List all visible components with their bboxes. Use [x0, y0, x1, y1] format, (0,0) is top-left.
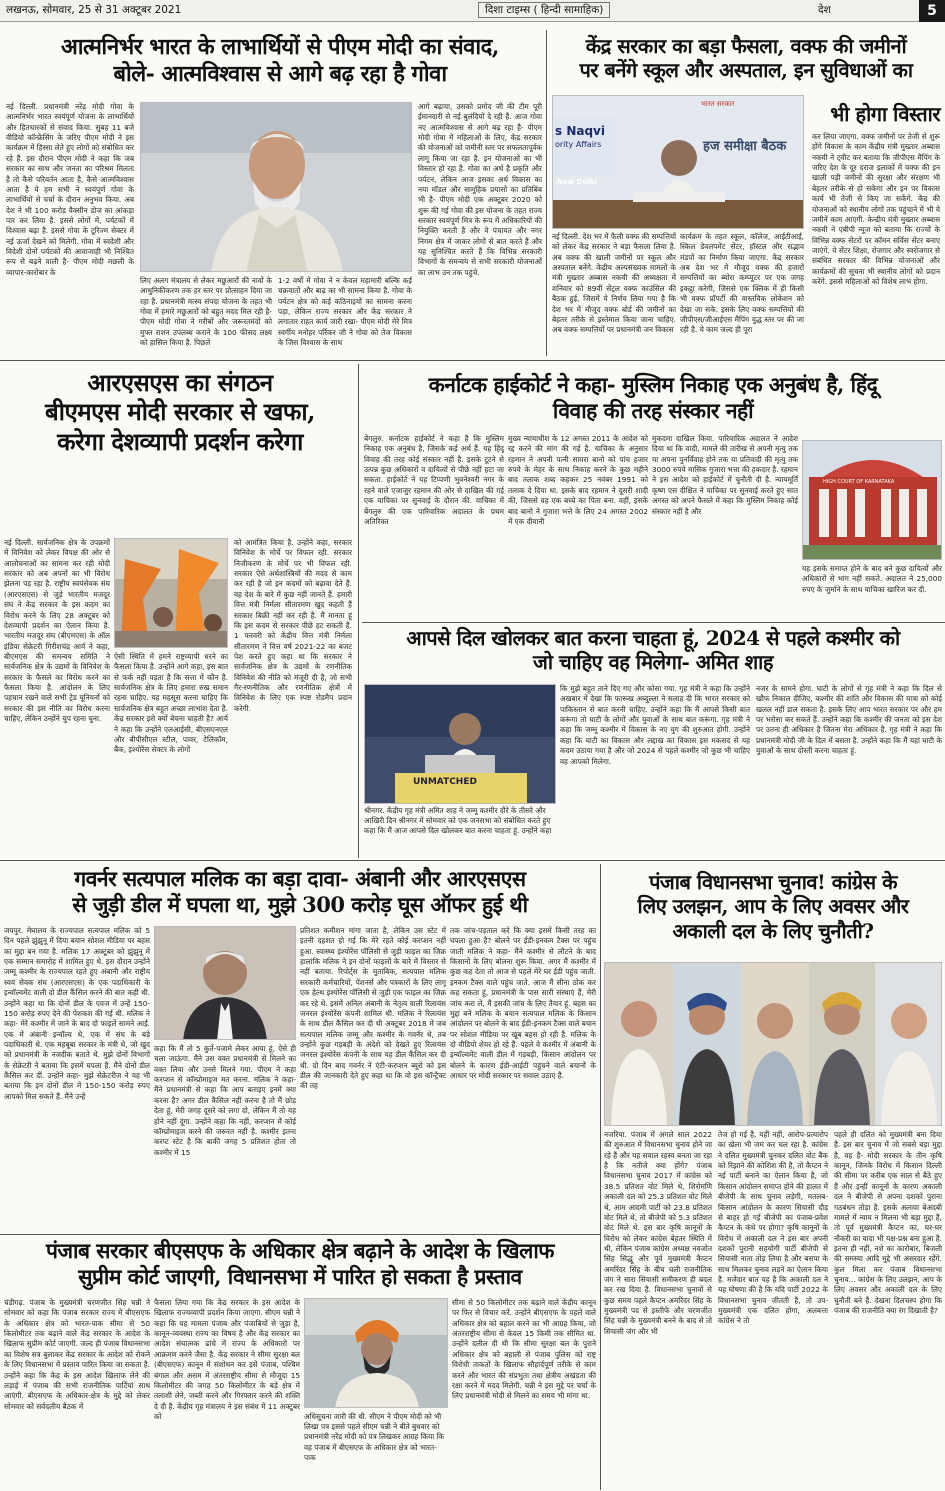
- story8-headline-line2: सुप्रीम कोर्ट जाएगी, विधानसभा में पारित हो सकता है प्रस्ताव: [78, 1263, 522, 1289]
- story4-headline: [364, 372, 942, 423]
- story3-col1: नई दिल्ली. सार्वजनिक क्षेत्र के उपक्रमों में विनिवेश को लेकर विपक्ष की ओर से आलोचनाओं का सामना कर रही मोदी सरकार को अब अपनों का भी विरोध झेलना पड़ रहा है. राष्ट्रीय स्वयंसेवक संघ (आरएसएस) से जुड़े भारतीय मजदूर संघ ने केंद्र सरकार के इस कदम का विरोध करने के लिए 28 अक्टूबर को देशव्यापी प्रदर्शन का ऐलान किया है. भारतीय मजदूर संघ (बीएमएस) के ऑल इंडिया सेक्रेटरी गिरीशचंद्र आर्य ने कहा, बीएमएस की समन्वय समिति ने सार्वजनिक क्षेत्र के उद्यमों के विनिवेश के सरकार के फैसले का विरोध करने का फैसला किया है. आंदोलन के लिए पहचान रखने वाले सभी ट्रेड यूनियनों को सरकार की इस नीति का विरोध करना चाहिए, लेकिन उन्होंने चुप रहना चुना.: [4, 538, 110, 724]
- masthead-strip: [0, 0, 945, 22]
- story1-photo-modi: [140, 102, 412, 272]
- story7-headline-line1: पंजाब विधानसभा चुनाव! कांग्रेस के: [649, 870, 897, 894]
- story3-headline: [4, 368, 356, 456]
- date-line: लखनऊ, सोमवार, 25 से 31 अक्टूबर 2021: [6, 4, 182, 16]
- section-divider: [362, 622, 945, 623]
- story3-headline-line2: बीएमएस मोदी सरकार से खफा,: [45, 397, 315, 427]
- section-divider: [0, 860, 945, 861]
- story3-photo-protest: [114, 538, 228, 648]
- story1-headline: [20, 34, 540, 88]
- story2-col2: कार्यक्रम के तहत स्कूल, कॉलेज, आईटीआई, स्किल डेवलपमेंट सेंटर, हॉस्टल और सद्भाव मंडपों का निर्माण किया जाएगा. केंद्र सरकार अब देश भर में मौजूद वक्फ की हजारों सम्पत्तियों का ब्योरा कम्प्यूटर पर एक जगह इकट्ठा करेगी, जिससे एक क्लिक में ही किसी भी वक्फ प्रॉपर्टी की वास्तविक लोकेशन को देखा जा सके. इसके लिए वक्फ सम्पत्तियों की जीपीएस/जीआईएस मैपिंग युद्ध स्तर पर की जा रही है. ये काम जल्द ही पूरा: [680, 232, 804, 335]
- story8-photo-channi: [304, 1298, 448, 1408]
- story6-col2: कहा कि मैं तो 5 कुर्ते-पजामे लेकर आया हूं, ऐसे ही चला जाऊंगा. मैंने उस वक्त प्रधानमंत्री से मिलने का वक्त लिया और उनसे मिलने गया. पीएम ने कहा करप्शन से कॉम्प्रोमाइज मत करना. मलिक ने कहा- मैंने प्रधानमंत्री से कहा कि आप बताइए इनमें क्या करना है? अगर डील कैंसिल नहीं करना है तो मैं छोड़ देता हूं, मेरी जगह दूसरे को लगा दो, लेकिन मैं तो यह होने नहीं दूंगा. उन्होंने कहा कि नहीं, करप्शन में कोई कॉम्प्रोमाइज करने की जरूरत नहीं है. कश्मीर इतना करप्ट स्टेट है कि बाकी जगह 5 प्रतिशत होता तो कश्मीर में 15: [154, 1044, 296, 1157]
- story8-headline-line1: पंजाब सरकार बीएसएफ के अधिकार क्षेत्र बढ़ाने के आदेश के खिलाफ: [46, 1238, 554, 1263]
- story4-col4: यह इसके समाप्त होने के बाद बने कुछ दायित्वों और अधिकारों से भाग नहीं सकते. अदालत ने 25,000 रुपए के जुर्माने के साथ याचिका खारिज कर दी.: [802, 564, 942, 594]
- story3-col2: ऐसी स्थिति में हमने राष्ट्रव्यापी धरने का फैसला किया है. उन्होंने आगे कहा, इस बात से फर्क नहीं पड़ता है कि सत्ता में कौन है. सार्वजनिक क्षेत्र के लिए हमारा रुख समान रहना चाहिए. यह महसूस करना चाहिए कि सार्वजनिक क्षेत्र बहुत अच्छा लाभांश देता है. केंद्र सरकार इसे क्यों बेचना चाहती है? आर्य ने कहा कि उन्होंने एलआईसी, बीएसएनएल और बीपीसीएल स्टील, पावर, टेलिकॉम, बैंक, इंश्योरेंस सेक्टर के लोगों: [114, 652, 228, 755]
- story8-headline: [4, 1238, 596, 1289]
- story4-headline-line2: विवाह की तरह संस्कार नहीं: [552, 397, 754, 423]
- story7-headline-line2: लिए उलझन, आप के लिए अवसर और: [637, 894, 909, 919]
- photo-place-text: New Delhi: [557, 178, 597, 186]
- story6-photo-satyapal-malik: [154, 926, 296, 1040]
- column-divider: [546, 30, 547, 356]
- story3-col3: को आमंत्रित किया है. उन्होंने कहा, सरकार विनिवेश के मोर्चे पर विफल रही. सरकार निजीकरण के मोर्चे पर भी विफल रही. सरकार ऐसे अर्थशास्त्रियों की मदद से काम कर रही है जो इन कदमों को बढ़ावा देते हैं. वह देश के बारे में कुछ नहीं जानते हैं. हमारी वित्त मंत्री निर्मला सीतारमण खुद कहती हैं सरकार बिक्री नहीं कर रही है. मैं मानता हूं कि इस कदम से सरकार पीछे हट सकती है. 1 फरवरी को केंद्रीय वित्त मंत्री निर्मला सीतारमण ने वित्त वर्ष 2021-22 का बजट पेश करते हुए कहा था कि सरकार ने सार्वजनिक क्षेत्र के उद्यमों के रणनीतिक विनिवेश की नीति को मंजूरी दी है, जो सभी गैर-रणनीतिक और रणनीतिक क्षेत्रों में विनिवेश के लिए एक स्पष्ट रोडमैप प्रदान करेगी.: [234, 538, 352, 713]
- story6-col3: प्रतिशत कमीशन मांगा जाता है, लेकिन उस स्टेट में इतनी दहशत हो गई कि मेरे रहते कोई करप्शन नहीं हुआ. स्वास्थ्य इंश्योरेंस पॉलिसी से जुड़ी फाइल का जिक्र हालांकि मलिक ने इन दोनों फाइलों के बारे में विस्तार से नहीं बताया. रिपोर्ट्स के मुताबिक, सत्यपाल मलिक सरकारी कर्मचारियों, पेंशनर्स और पत्रकारों के लिए लागू एक हेल्थ इंश्योरेंस पॉलिसी से जुड़ी एक फाइल का जिक्र कर रहे थे. इसमें अनिल अंबानी के नेतृत्व वाली रिलायंस जनरल इंश्योरेंस कंपनी शामिल थी. मलिक ने रिलायंस के साथ डील कैंसिल कर दी थी अक्टूबर 2018 में जब सत्यपाल मलिक जम्मू और कश्मीर के गवर्नर थे, तब उन्होंने कुछ गड़बड़ी के अंदेशे को देखते हुए रिलायंस जनरल इंश्योरेंस कंपनी के साथ यह डील कैंसिल कर दी थी. दो दिन बाद गवर्नर ने एंटी-करप्शन ब्यूरो को इस डील की जानकारी देते हुए कहा था कि वो इस कॉन्ट्रैक्ट की तह: [300, 926, 446, 1091]
- story8-col2: फैसला लिया गया कि केंद्र सरकार के इस आदेश के खिलाफ राज्यव्यापी प्रदर्शन किया जाएगा. सीएम चन्नी ने कहा कि यह मामला पंजाब और पंजाबियों से जुड़ा है, कानून-व्यवस्था राज्य का विषय है और केंद्र सरकार का आदेश संघात्मक ढांचे में राज्य के अधिकारों पर आक्रमण करने जैसा है. केंद्र सरकार ने सीमा सुरक्षा बल (बीएसएफ) कानून में संशोधन कर इसे पंजाब, पश्चिम बंगाल और असम में अंतरराष्ट्रीय सीमा से मौजूदा 15 किलोमीटर की जगह 50 किलोमीटर के बड़े क्षेत्र में तलाशी लेने, जब्ती करने और गिरफ्तार करने की शक्ति दे दी है. केंद्रीय गृह मंत्रालय ने इस संबंध में 11 अक्टूबर को: [154, 1298, 300, 1421]
- story7-col1: नजरिया. पंजाब में अगले साल 2022 की शुरुआत में विधानसभा चुनाव होने जा रहे हैं और यह सवाल रहस्य बनता जा रहा है कि नतीजे क्या होंगे? पंजाब विधानसभा चुनाव 2017 में कांग्रेस को 38.5 प्रतिशत वोट मिले थे, शिरोमणि अकाली दल को 25.3 प्रतिशत वोट मिले थे, आम आदमी पार्टी को 23.8 प्रतिशत वोट मिले थे, तो बीजेपी को 5.3 प्रतिशत वोट मिले थे. इस बार कृषि कानूनों के विरोध को लेकर कांग्रेस बेहतर स्थिति में थी, लेकिन पंजाब कांग्रेस अध्यक्ष नवजोत सिंह सिद्धू और पूर्व मुख्यमंत्री कैप्टन अमरिंदर सिंह के बीच चली राजनीतिक जंग ने सारा सियासी समीकरण ही बदल कर रख दिया है. विधानसभा चुनावों से कुछ समय पहले कैप्टन अमरिंदर सिंह के मुख्यमंत्री पद से इस्तीफे और चरणजीत सिंह चन्नी के मुख्यमंत्री बनने के बाद से तो सियासी जंग और भी: [604, 1130, 712, 1336]
- story8-photo-caption: अधिसूचना जारी की थी. सीएम ने पीएम मोदी को भी लिखा पत्र इससे पहले सीएम चन्नी ने बीते बुधवार को प्रधानमंत्री नरेंद्र मोदी को पत्र लिखकर आग्रह किया कि वह पंजाब में बीएसएफ के अधिकार क्षेत्र को भारत-पाक: [304, 1412, 444, 1462]
- story1-headline-line2: बोले- आत्मविश्वास से आगे बढ़ रहा है गोवा: [113, 60, 447, 87]
- story5-headline-line2: जो चाहिए वह मिलेगा- अमित शाह: [533, 650, 773, 675]
- photo-text-govt: भारत सरकार: [701, 100, 735, 108]
- story4-headline-line1: कर्नाटक हाईकोर्ट ने कहा- मुस्लिम निकाह एक अनुबंध है, हिंदू: [428, 372, 878, 397]
- court-name-sign: HIGH COURT OF KARNATAKA: [823, 479, 895, 485]
- story8-col1: चंडीगढ़. पंजाब के मुख्यमंत्री चरणजीत सिंह चन्नी ने सोमवार को कहा कि पंजाब सरकार राज्य में बीएसएफ के अधिकार क्षेत्र को भारत-पाक सीमा से 50 किलोमीटर तक बढ़ाने वाले केंद्र सरकार के आदेश के खिलाफ सुप्रीम कोर्ट जाएगी. जल्द ही पंजाब विधानसभा का विशेष सत्र बुलाकर केंद्र सरकार के आदेश को रोकने के लिए विधानसभा में प्रस्ताव पारित किया जा सकता है. उन्होंने कहा कि केंद्र के इस आदेश खिलाफ लेने की लड़ाई में पंजाब की सभी राजनीतिक पार्टियां साथ आएंगी. बीएसएफ के अधिकार-क्षेत्र के मुद्दे को लेकर सोमवार को सर्वदलीय बैठक में: [4, 1298, 150, 1411]
- section-divider: [0, 360, 945, 361]
- story5-photo-amit-shah: [364, 684, 556, 804]
- story4-photo-high-court: [802, 440, 942, 560]
- story1-col4: आगे बढ़ाया, उसको प्रमोद जी की टीम पूरी ईमानदारी से नई बुलंदियों दे रही हैं. आज गोवा नए आत्मविश्वास से आगे बढ़ रहा है- पीएम मोदी गोवा में महिलाओं के लिए, केंद्र सरकार की योजनाओं को जमीनी स्तर पर सफलतापूर्वक लागू किया जा रहा है. इन योजनाओं का भी विस्तार हो रहा है. गोवा का अर्थ है प्रकृति और पर्यटन, लेकिन आज इसका अर्थ विकास का नया मॉडल और सामूहिक प्रयासों का प्रतिबिंब भी है- पीएम मोदी एक अक्टूबर 2020 को शुरू की गई गोवा की इस योजना के तहत राज्य सरकार स्वयंपूर्ण मित्र के रूप में अधिकारियों की नियुक्ति करती है और वे पंचायत और नगर निगम क्षेत्र में जाकर लोगों से बात करते हैं और यह सुनिश्चित करते हैं कि विभिन्न सरकारी विभागों के समन्वय से सभी सरकारी योजनाओं का लाभ उन तक पहुंचे.: [418, 102, 542, 277]
- story7-col3: पहले ही दलित को मुख्यमंत्री बना दिया है. इस बार चुनाव में जो सबसे बड़ा मुद्दा है, वह है- मोदी सरकार के तीन कृषि कानून, जिनके विरोध में किसान दिल्ली की सीमा पर करीब एक साल से बैठे हुए हैं और इन्हीं कानूनों के कारण अकाली दल ने बीजेपी से अपना दशकों पुराना गठबंधन तोड़ा है. इसके अलावा बेअदबी मामले में न्याय न मिलना भी बड़ा मुद्दा है, तो पूर्व मुख्यमंत्री कैप्टन का, घर-घर नौकरी का वादा भी यक्ष-प्रश्न बना हुआ है. इतना ही नहीं, नशे का कारोबार, बिजली की समस्या आदि मुद्दे भी असरदार रहेंगे. कुल मिला कर पंजाब विधानसभा चुनाव... कांग्रेस के लिए उलझन, आप के लिए अवसर और अकाली दल के लिए चुनौती बने हैं. देखना दिलचस्प होगा कि पंजाब की राजनीति क्या रंग दिखाती है?: [834, 1130, 942, 1316]
- story1-col2: लिए अलग मंत्रालय से लेकर मछुआरों की नावों के आधुनिकीकरण तक हर स्तर पर प्रोत्साहन दिया जा रहा है. प्रधानमंत्री मत्स्य संपदा योजना के तहत भी गोवा में हमारे मछुआरों को बहुत मदद मिल रही है- पीएम मोदी गोवा ने गरीबों और जरूरतमंदों को मुफ्त राशन उपलब्ध कराने के 100 फीसद लक्ष्य को हासिल किया है. पिछले: [140, 276, 272, 348]
- story7-headline: [604, 870, 942, 943]
- story2-photo-meeting: [552, 95, 804, 229]
- page-number: 5: [919, 0, 945, 22]
- photo-sub-text: ority Affairs: [555, 140, 602, 149]
- story7-photo-leaders: [604, 962, 942, 1126]
- story3-headline-line1: आरएसएस का संगठन: [87, 368, 273, 397]
- story6-headline-line1: गवर्नर सत्यपाल मलिक का बड़ा दावा- अंबानी और आरएसएस: [74, 866, 526, 891]
- story1-headline-line1: आत्मनिर्भर भारत के लाभार्थियों से पीएम मोदी का संवाद,: [61, 34, 499, 60]
- column-divider: [358, 364, 359, 858]
- story4-col3: मुकदमा दाखिल किया. पारिवारिक अदालत ने आदेश दिया था कि वादी, मामले की तारीख से अपनी मृत्यु तक या अपना पुनर्विवाह होने तक या प्रतिवादी की मृत्यु तक 3000 रुपये मासिक गुजारा भत्ता की हकदार है. रहमान ने इस आदेश को हाईकोर्ट में चुनौती दी है. न्यायमूर्ति कृष्ण एस दीक्षित ने याचिका पर सुनवाई करते हुए सात अगस्त को अपने फैसले में कहा कि मुस्लिम निकाह कोई संस्कार नहीं है और: [652, 434, 798, 516]
- story7-headline-line3: अकाली दल के लिए चुनौती?: [672, 918, 874, 943]
- story1-col1: नई दिल्ली. प्रधानमंत्री नरेंद्र मोदी गोवा के आत्मनिर्भर भारत स्वयंपूर्ण योजना के लाभार्थियों और हितधारकों से संवाद किया. सुबह 11 बजे वीडियो कॉन्फ्रेंसिंग के जरिए पीएम मोदी ने इस कार्यक्रम में हिस्सा लेते हुए लोगों को संबोधित कर रहे हैं. इस दौरान पीएम मोदी ने कहा कि जब सरकार का साथ और जनता का परिश्रम मिलता है तो कैसे परिवर्तन आता है, कैसे आत्मविश्वास आता है ये हम सभी ने स्वयंपूर्ण गोवा के लाभार्थियों से चर्चा के दौरान अनुभव किया. अब देश ने भी 100 करोड़ वैक्सीन डोज का आंकड़ा पार कर लिया है. इससे लोगों में, पर्यटकों में विश्वास बढ़ा है. इससे गोवा के टूरिज्म सेक्टर में नई ऊर्जा देखने को मिलेगी. गोवा में स्वदेशी और विदेशी दोनों पर्यटकों की आवाजाही भी निश्चित रूप से बढ़ने वाली है- पीएम मोदी मछली के व्यापार-कारोबार के: [6, 102, 134, 277]
- story1-col3: 1-2 वर्षों में गोवा ने न केवल महामारी बल्कि कई चक्रवातों और बाढ़ का भी सामना किया है. गोवा के पर्यटन क्षेत्र को कई कठिनाइयों का सामना करना पड़ा, लेकिन राज्य सरकार और केंद्र सरकार ने लगातार राहत कार्य जारी रखा- पीएम मोदी मेरे मित्र स्वर्गीय मनोहर पर्रिकर जी ने गोवा को तेज विकास के जिस विश्वास के साथ: [278, 276, 412, 348]
- story2-headline-line3: भी होगा विस्तार: [830, 102, 940, 126]
- story6-col4: तक जांच-पड़ताल करे कि क्या इसमें किसी तरह का घपला हुआ है? बोलने पर ईडी-इनकम टैक्स पर पहुंच जाती मलिक ने कहा- मैंने कश्मीर से लौटने के बाद किसानों के लिए बोलना शुरू किया. अगर मैं कश्मीर में कुछ कह देता तो आज से पहले मेरे घर ईडी पहुंच जाती. इनकम टैक्स वाले पहुंच जाते. आज मैं सीना ठोक कर कह सकता हूं, प्रधानमंत्री के पास सारी संस्थाएं हैं, मेरी जांच करा लें, मैं इसकी जांच के लिए तैयार हूं. बहस का मुद्दा बने मलिक के बयान सत्यपाल मलिक के किसान आंदोलन पर बोलने के बाद ईडी-इनकम टैक्स वाले बयान पर सोशल मीडिया पर खूब बहस हो रही है. मलिक के दो वीडियो शेयर हो रहे हैं. पहले वे कश्मीर में अंबानी के इन्वॉल्वमेंट वाली डील में गड़बड़ी, किसान आंदोलन पर बोलने के कारण ईडी-आईटी पहुंचने वाले बयानों के आधार पर मोदी सरकार पर सवाल उठाए हैं.: [450, 926, 596, 1081]
- story7-col2: तेज हो गई है, यहीं नहीं, आरोप-प्रत्यारोप का खेला भी जम कर चल रहा है. कांग्रेस ने दलित मुख्यमंत्री चुनकर दलित वोट बैंक को रिझाने की कोशिश की है, तो कैप्टन ने नई पार्टी बनाने का ऐलान किया है, जो किसान आंदोलन समाप्त होने की हालत में बीजेपी के साथ चुनाव लड़ेगी, मतलब- किसान आंदोलन के कारण सियासी दौड़ से बाहर हो गई बीजेपी का पंजाब-प्रवेश कैप्टन के कंधे पर होगा? कृषि कानूनों के विरोध में अकाली दल ने इस बार अपनी दशकों पुरानी सहयोगी पार्टी बीजेपी से सियासी नाता तोड़ लिया है और बसपा के साथ मिलकर चुनाव लड़ने का ऐलान किया है. मजेदार बात यह है कि अकाली दल ने यह घोषणा की है कि यदि पार्टी 2022 के विधानसभा चुनाव जीतती है, तो उप-मुख्यमंत्री एक दलित होगा, अलबत्ता कांग्रेस ने तो: [718, 1130, 828, 1326]
- section-name: देश: [818, 4, 831, 16]
- paper-name: दिशा टाइम्स ( हिन्दी सामाहिक): [478, 2, 610, 18]
- section-divider: [0, 1234, 600, 1235]
- column-divider: [600, 864, 601, 1490]
- story2-headline-line2: पर बनेंगे स्कूल और अस्पताल, इन सुविधाओं का: [579, 58, 913, 83]
- story2-headline: [552, 34, 940, 83]
- story3-headline-line3: करेगा देशव्यापी प्रदर्शन करेगा: [57, 426, 303, 456]
- story6-headline: [4, 866, 596, 917]
- story5-headline: [364, 626, 942, 675]
- story4-col1: बेंगलुरु. कर्नाटक हाईकोर्ट ने कहा है कि मुस्लिम निकाह एक अनुबंध है, जिसके कई अर्थ हैं. यह हिंदू विवाह की तरह कोई संस्कार नहीं है. इसके टूटने से उत्पन्न कुछ अधिकारों व दायित्वों से पीछे नहीं हटा जा सकता. हाईकोर्ट ने यह टिप्पणी भुवनेश्वरी नगर के रहने वाले एजाजुर रहमान की ओर से दाखिल की गई एक याचिका पर सुनवाई के दौरान की. याचिका में बेंगलुरु की एक पारिवारिक अदालत के प्रथम अतिरिक्त: [364, 434, 504, 526]
- story4-col2: मुख्य न्यायाधीश के 12 अगस्त 2011 के आदेश को रद्द करने की मांग की गई है. याचिका के अनुसार रहमान ने अपनी पत्नी सायरा बानो को पांच हजार रुपये के मेहर के साथ निकाह करने के कुछ महीने बाद तलाक शब्द कहकर 25 नवंबर 1991 को तलाक दे दिया था. इसके बाद रहमान ने दूसरी शादी की, जिससे वह एक बच्चे का पिता बना. वहीं, इसके बाद बानो ने गुजारा भत्ते के लिए 24 अगस्त 2002 में एक दीवानी: [508, 434, 648, 526]
- podium-text: UNMATCHED: [413, 777, 477, 787]
- story5-headline-line1: आपसे दिल खोलकर बात करना चाहता हूं, 2024 से पहले कश्मीर को: [406, 626, 900, 650]
- story2-headline-line1: केंद्र सरकार का बड़ा फैसला, वक्फ की जमीनों: [585, 34, 907, 58]
- story6-headline-line2: से जुड़ी डील में घपला था, मुझे 300 करोड़ घूस ऑफर हुई थी: [72, 891, 528, 917]
- photo-banner-text: हज समीक्षा बैठक: [703, 139, 787, 154]
- story5-photo-caption: श्रीनगर. केंद्रीय गृह मंत्री अमित शाह ने जम्मू कश्मीर दौरे के तीसरे और आखिरी दिन श्रीनगर में सोमवार को एक जनसभा को संबोधित करते हुए कहा कि मैं आज आपसे दिल खोलकर बात करना चाहता हूं. उन्होंने कहा: [364, 806, 552, 836]
- story5-col1: कि मुझे बहुत ताने दिए गए और कोसा गया. गृह मंत्री ने कहा कि उन्होंने अखबार में देखा कि फारूख अब्दुल्ला ने सलाह दी कि भारत सरकार को पाकिस्तान से बात करनी चाहिए. उन्होंने कहा कि मैं आपसे किसी बात करूंगा तो घाटी के लोगों और युवाओं के साथ बात करूंगा. गृह मंत्री ने कहा कि जम्मू कश्मीर में विकास के नए युग की शुरुआत होगी. उन्होंने कहा कि घाटी का विकास और लद्दाख का विकास इस मकसद से यह कदम उठाया गया है और जो 2024 से पहले कश्मीर जो कुछ भी चाहिए वह आपको मिलेगा.: [560, 684, 750, 766]
- story6-col1: जयपुर. मेघालय के राज्यपाल सत्यपाल मलिक को 5 दिन पहले झुंझुनू में दिया बयान सोशल मीडिया पर बहस का मुद्दा बन गया है. मलिक 17 अक्टूबर को झुंझुनू में एक सम्मान समारोह में शामिल हुए थे. इस दौरान उन्होंने जम्मू कश्मीर के राज्यपाल रहते हुए अंबानी और राष्ट्रीय स्वयं सेवक संघ (आरएसएस) के एक पदाधिकारी के इन्वॉल्वमेंट वाली दो डील कैंसिल करने की बात कही थी. उन्होंने कहा था कि दोनों डील के एवज में उन्हें 150-150 करोड़ रुपए देने की पेशकश की गई थी. मलिक ने कहा- मेरे कश्मीर में जाने के बाद दो फाइलें सामने आईं. एक में अंबानी इन्वॉल्व थे, एक में संघ के बड़े पदाधिकारी थे. एक महबूबा सरकार के मंत्री थे, जो खुद को प्रधानमंत्री के नजदीक बताते थे. मुझे दोनों विभागों के सेक्रेटरी ने बताया कि इसमें घपला है. मैंने दोनों डील कैंसिल कर दीं. उन्होंने कहा- मुझे सेक्रेटरीज ने यह भी बताया कि इन दोनों डील में 150-150 करोड़ रुपए आपको मिल सकते हैं. मैंने उन्हें: [4, 926, 150, 1101]
- story8-col3: सीमा से 50 किलोमीटर तक बढ़ाने वाले केंद्रीय कानून पर फिर से विचार करें. उन्होंने बीएसएफ के पहले वाले अधिकार क्षेत्र को बहाल करने का भी आग्रह किया, जो अंतरराष्ट्रीय सीमा से केवल 15 किमी तक सीमित था. उन्होंने दलील दी थी कि सीमा सुरक्षा बल के पुराने अधिकार क्षेत्र को बहाली से पंजाब पुलिस को राष्ट्र विरोधी ताकतों के खिलाफ सौहार्दपूर्ण तरीके से काम करने और भारत की संप्रभुता तथा क्षेत्रीय अखंडता की रक्षा करने में मदद मिलेगी. चन्नी ने इस मुद्दे पर चर्चा के लिए प्रधानमंत्री मोदी से मिलने का समय भी मांगा था.: [452, 1298, 596, 1401]
- story2-col1: नई दिल्ली. देश भर में फैली वक्फ की सम्पत्तियों को लेकर केंद्र सरकार ने बड़ा फैसला लिया है. अब वक्फ की खाली जमीनों पर स्कूल और अस्पताल बनेंगे. केंद्रीय अल्पसंख्यक मामलों के मंत्री मुख्तार अब्बास नकवी की अध्यक्षता में शनिवार को 89वीं सेंट्रल वक्फ काउंसिल की बैठक हुई, जिसमें ये निर्णय लिया गया है कि देश भर में मौजूद वक्फ बोर्ड की जमीनों का बेहतर तरीके से इस्तेमाल किया जाना चाहिए. अब वक्फ सम्पत्तियों पर प्रधानमंत्री जन विकास: [552, 232, 676, 335]
- photo-name-text: s Naqvi: [555, 124, 605, 138]
- story2-col3: कर लिया जाएगा. वक्फ जमीनों पर तेजी से शुरू होंगे विकास के काम केंद्रीय मंत्री मुख्तार अब्बास नकवी ने ट्वीट कर बताया कि जीपीएस मैपिंग के जरिए देश के दूर दराज इलाकों में वक्फ की इन खाली पड़ी जमीनों की सुरक्षा और संरक्षण भी बेहतर तरीके से हो सकेगा और इन पर विकास कार्य भी तेजी से किए जा सकेंगे. केंद्र की योजनाओं को स्थानीय लोगों तक पहुंचाने में भी ये जमीनें काम आएगी. केन्द्रीय मंत्री मुख्तार अब्बास नकवी ने एबीपी न्यूज को बताया कि राज्यों के विभिन्न वक्फ सेंटरों पर कॉमन सर्विस सेंटर बनाए जाएंगे. ये सेंटर शिक्षा, रोजगार और स्वरोजगार से संबंधित सरकार की विभिन्न योजनाओं और कार्यक्रमों की सूचना भी स्थानीय लोगों को प्रदान करेंगे. इससे महिलाओं को विशेष लाभ होगा.: [812, 132, 940, 287]
- story5-col2: नजर के सामने होगा. घाटी के लोगों से गृह मंत्री ने कहा कि दिल से खौफ निकाल दीजिए, कश्मीर की शांति और विकास की यात्रा को कोई खलल नहीं डाल सकता है. इसके लिए आप भारत सरकार पर और हम पर भरोसा कर सकते हैं. उन्होंने कहा कि कश्मीर की जनता को इस देश पर उतना ही अधिकार है जितना मेरा अधिकार है. गृह मंत्री ने कहा कि प्रधानमंत्री मोदी जी के दिल में बसता है. उन्होंने कहा कि मैं यहां घाटी के युवाओं के साथ दोस्ती करना चाहता हूं.: [756, 684, 942, 756]
